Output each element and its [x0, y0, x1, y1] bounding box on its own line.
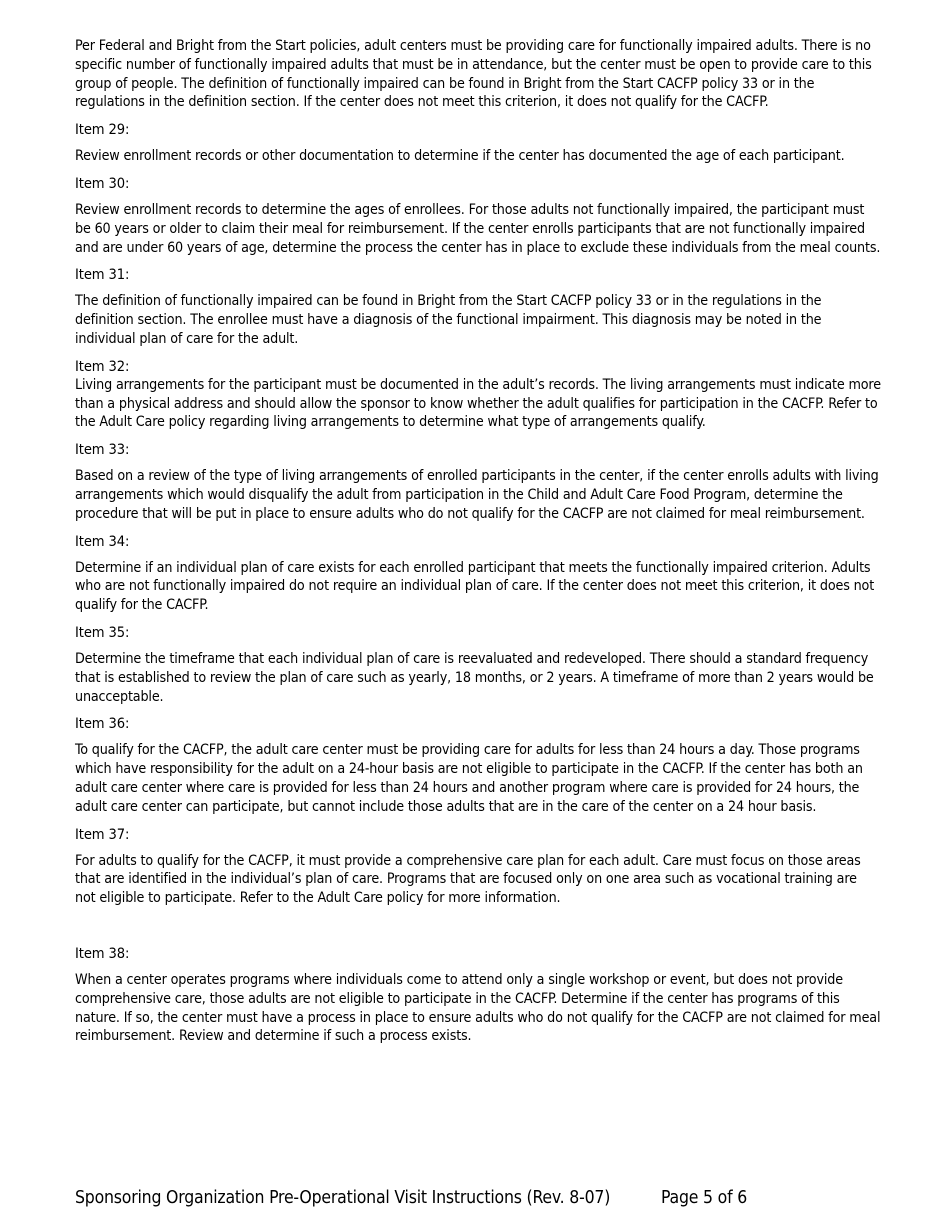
page-footer: [75, 1187, 881, 1209]
item-34-heading: Item 34:: [75, 532, 130, 550]
item-38-text: When a center operates programs where individuals come to attend only a single workshop or event, but does not provide comprehensive care, those adults are not eligible to participate in the CACFP. Determine if the center has programs of this nature. If so, the center must have a process in place to ensure adults who do not qualify for the CACFP are not claimed for meal reimbursement. Review and determine if such a process exists.: [75, 971, 881, 1045]
item-38-heading: Item 38:: [75, 944, 130, 962]
item-33-heading: Item 33:: [75, 441, 130, 459]
item-36-text: To qualify for the CACFP, the adult care center must be providing care for adults for less than 24 hours a day. Those programs which have responsibility for the adult on a 24-hour basis are not eligible to participate in the CACFP. If the center has both an adult care center where care is provided for less than 24 hours and another program where care is provided for 24 hours, the adult care center can participate, but cannot include those adults that are in the care of the center on a 24 hour basis.: [75, 742, 863, 815]
item-34-text: Determine if an individual plan of care exists for each enrolled participant that meets the functionally impaired criterion. Adults who are not functionally impaired do not require an individual plan of care. If the center does not meet this criterion, it does not qualify for the CACFP.: [75, 559, 875, 614]
item-37-text: For adults to qualify for the CACFP, it must provide a comprehensive care plan for each adult. Care must focus on those areas that are identified in the individual’s plan of care. Programs that are focused only on one area such as vocational training are not eligible to participate. Refer to the Adult Care policy for more information.: [75, 852, 861, 907]
footer-title: Sponsoring Organization Pre-Operational Visit Instructions (Rev. 8-07): [75, 1188, 611, 1208]
item-32-text: Living arrangements for the participant must be documented in the adult’s records. The living arrangements must indicate more than a physical address and should allow the sponsor to know whether the adult qualifies for participation in the CACFP. Refer to the Adult Care policy regarding living arrangements to determine what type of arrangements qualify.: [75, 376, 881, 431]
item-29-text: Review enrollment records or other documentation to determine if the center has documented the age of each participant.: [75, 148, 845, 165]
page-number: Page 5 of 6: [661, 1188, 748, 1208]
item-35-text: Determine the timeframe that each individual plan of care is reevaluated and redeveloped. There should a standard frequency that is established to review the plan of care such as yearly, 18 months, or 2 years. A timeframe of more than 2 years would be unacceptable.: [75, 650, 874, 705]
item-30-heading: Item 30:: [75, 174, 130, 192]
intro-paragraph: Per Federal and Bright from the Start policies, adult centers must be providing care for functionally impaired adults. There is no specific number of functionally impaired adults that must be in attendance, but the center must be open to provide care to this group of people. The definition of functionally impaired can be found in Bright from the Start CACFP policy 33 or in the regulations in the definition section. If the center does not meet this criterion, it does not qualify for the CACFP.: [75, 38, 872, 111]
item-29-heading: Item 29:: [75, 121, 130, 139]
item-31-text: The definition of functionally impaired can be found in Bright from the Start CACFP policy 33 or in the regulations in the definition section. The enrollee must have a diagnosis of the functional impairment. This diagnosis may be noted in the individual plan of care for the adult.: [75, 293, 822, 347]
item-33-text: Based on a review of the type of living arrangements of enrolled participants in the center, if the center enrolls adults with living arrangements which would disqualify the adult from participation in the Child and Adult Care Food Program, determine the procedure that will be put in place to ensure adults who do not qualify for the CACFP are not claimed for meal reimbursement.: [75, 468, 879, 522]
item-31-heading: Item 31:: [75, 266, 130, 284]
item-32-heading: Item 32:: [75, 357, 130, 375]
item-30-text: Review enrollment records to determine the ages of enrollees. For those adults not functionally impaired, the participant must be 60 years or older to claim their meal for reimbursement. If the center enrolls participants that are not functionally impaired and are under 60 years of age, determine the process the center has in place to exclude these individuals from the meal counts.: [75, 201, 881, 256]
document-body: [75, 37, 881, 1054]
item-37-heading: Item 37:: [75, 825, 130, 843]
item-35-heading: Item 35:: [75, 623, 130, 641]
item-36-heading: Item 36:: [75, 715, 130, 733]
